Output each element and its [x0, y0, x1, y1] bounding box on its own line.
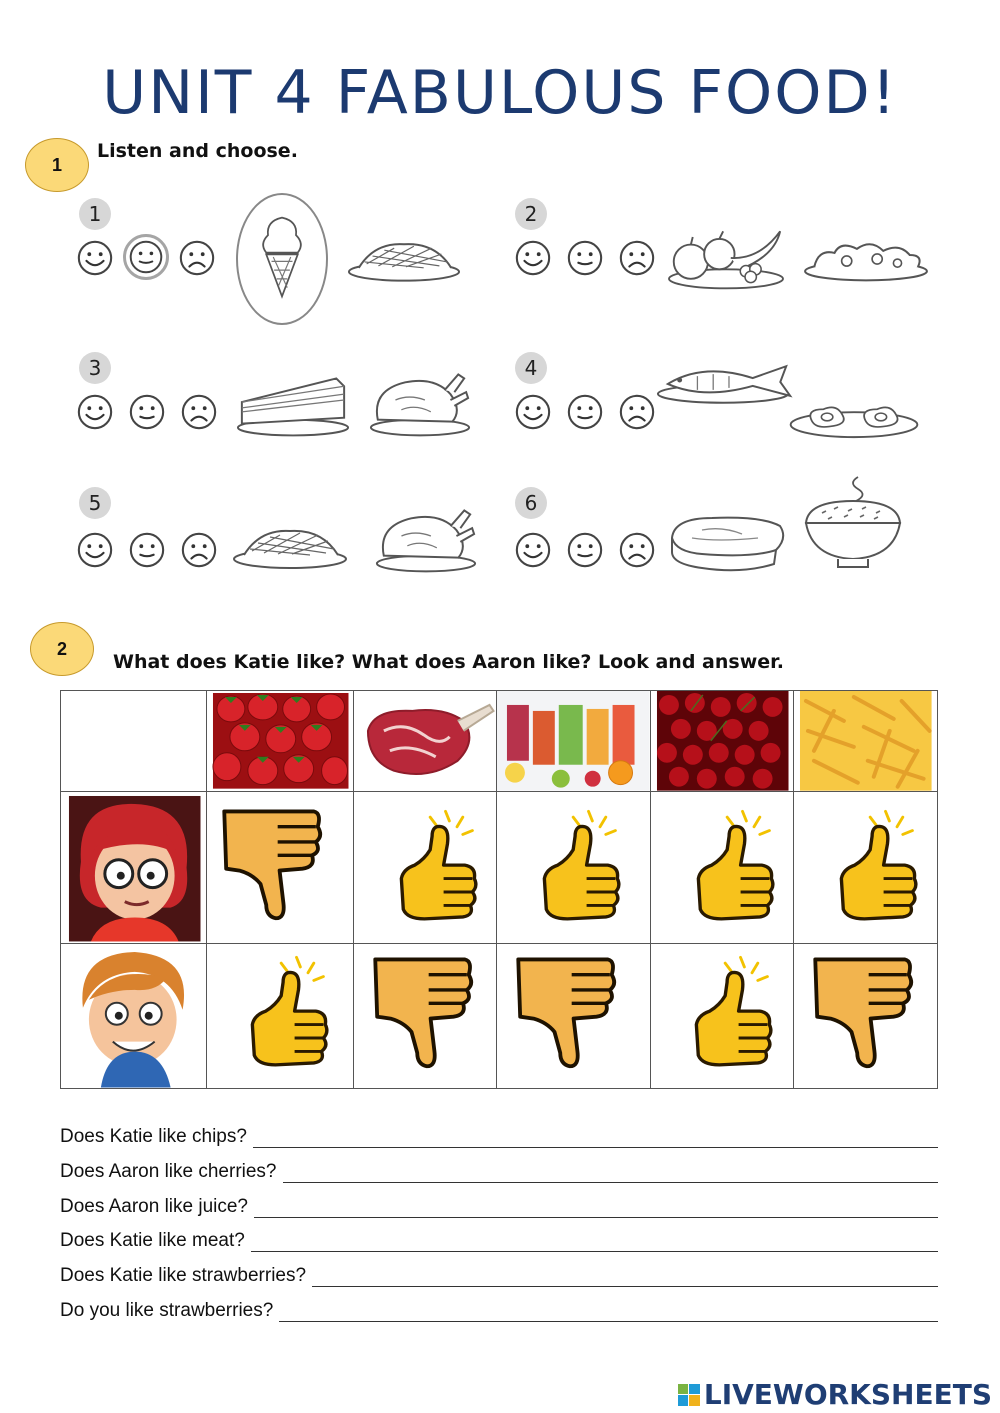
- aaron-strawberries-thumb: [207, 944, 353, 1088]
- rice-icon[interactable]: [798, 472, 908, 574]
- section-2-badge: 2: [30, 622, 94, 676]
- sad-face-icon[interactable]: [618, 393, 656, 431]
- question-text: Do you like strawberries?: [60, 1300, 274, 1321]
- question-text: Does Aaron like cherries?: [60, 1161, 277, 1182]
- fish-icon[interactable]: [654, 356, 802, 406]
- happy-face-icon[interactable]: [514, 239, 552, 277]
- question-text: Does Katie like meat?: [60, 1230, 245, 1251]
- aaron-meat-thumb: [353, 944, 497, 1088]
- thumbs-up-icon: [529, 804, 625, 932]
- item-number: 4: [515, 352, 547, 384]
- aaron-chips-thumb: [794, 944, 938, 1088]
- section-1-instruction: Listen and choose.: [97, 140, 298, 162]
- selected-food-ring[interactable]: [236, 193, 328, 325]
- question-row: [60, 1265, 938, 1287]
- logo-text: LIVEWORKSHEETS: [703, 1378, 992, 1411]
- cherries-photo: [650, 691, 794, 792]
- sad-face-icon[interactable]: [180, 393, 218, 431]
- answer-line[interactable]: [254, 1203, 938, 1218]
- aaron-cherries-thumb: [650, 944, 794, 1088]
- answer-line[interactable]: [253, 1133, 938, 1148]
- sad-face-icon[interactable]: [618, 239, 656, 277]
- chips-photo: [794, 691, 938, 792]
- answer-line[interactable]: [312, 1272, 938, 1287]
- katie-juice-thumb: [497, 791, 650, 943]
- neutral-face-icon[interactable]: [128, 239, 164, 275]
- face-options: [514, 239, 656, 277]
- selected-face[interactable]: [123, 234, 169, 280]
- item-number: 5: [79, 487, 111, 519]
- face-options: [76, 531, 218, 569]
- item-number: 1: [79, 198, 111, 230]
- thumbs-down-icon: [808, 948, 916, 1072]
- question-text: Does Katie like strawberries?: [60, 1265, 307, 1286]
- answer-line[interactable]: [283, 1168, 939, 1183]
- likes-table: [60, 690, 938, 1089]
- question-text: Does Katie like chips?: [60, 1126, 247, 1147]
- sad-face-icon[interactable]: [180, 531, 218, 569]
- thumbs-up-icon: [237, 946, 333, 1082]
- chicken-icon[interactable]: [366, 360, 474, 440]
- thumbs-down-icon: [217, 800, 325, 924]
- item-number: 3: [79, 352, 111, 384]
- answer-line[interactable]: [251, 1237, 938, 1252]
- katie-chips-thumb: [794, 791, 938, 943]
- cake-icon[interactable]: [234, 368, 352, 438]
- happy-face-icon[interactable]: [76, 393, 114, 431]
- face-options: [514, 393, 656, 431]
- neutral-face-icon[interactable]: [566, 239, 604, 277]
- happy-face-icon[interactable]: [76, 531, 114, 569]
- question-text: Does Aaron like juice?: [60, 1196, 248, 1217]
- neutral-face-icon[interactable]: [566, 531, 604, 569]
- page-title: UNIT 4 FABULOUS FOOD!: [102, 58, 898, 128]
- face-options: [76, 239, 216, 277]
- liveworksheets-logo: [678, 1378, 992, 1411]
- question-row: [60, 1196, 938, 1218]
- table-row: [61, 944, 938, 1088]
- thumbs-down-icon: [511, 948, 619, 1072]
- aaron-avatar: [61, 944, 207, 1088]
- spaghetti-icon[interactable]: [230, 518, 350, 574]
- section-1-badge: 1: [25, 138, 89, 192]
- table-row: [61, 791, 938, 943]
- salad-icon[interactable]: [800, 232, 932, 284]
- thumbs-up-icon: [683, 804, 779, 932]
- katie-cherries-thumb: [650, 791, 794, 943]
- item-number: 6: [515, 487, 547, 519]
- meat-photo: [353, 691, 497, 792]
- thumbs-up-icon: [681, 946, 777, 1082]
- spaghetti-icon[interactable]: [345, 232, 463, 286]
- liveworksheets-logo-icon: [678, 1384, 700, 1406]
- thumbs-up-icon: [826, 804, 922, 932]
- eggs-icon[interactable]: [786, 392, 922, 440]
- face-options: [76, 393, 218, 431]
- neutral-face-icon[interactable]: [128, 393, 166, 431]
- question-row: [60, 1126, 938, 1148]
- happy-face-icon[interactable]: [514, 531, 552, 569]
- neutral-face-icon[interactable]: [128, 531, 166, 569]
- fruit-icon[interactable]: [664, 218, 788, 294]
- neutral-face-icon[interactable]: [566, 393, 604, 431]
- question-row: [60, 1230, 938, 1252]
- section-2-instruction: What does Katie like? What does Aaron like? Look and answer.: [113, 651, 785, 673]
- table-row: [61, 691, 938, 792]
- thumbs-up-icon: [386, 804, 482, 932]
- katie-strawberries-thumb: [207, 791, 353, 943]
- happy-face-icon[interactable]: [76, 239, 114, 277]
- question-row: [60, 1161, 938, 1183]
- sad-face-icon[interactable]: [178, 239, 216, 277]
- answer-line[interactable]: [279, 1307, 938, 1322]
- ice-cream-icon: [247, 205, 317, 309]
- item-number: 2: [515, 198, 547, 230]
- katie-meat-thumb: [353, 791, 497, 943]
- katie-avatar: [61, 791, 207, 943]
- happy-face-icon[interactable]: [514, 393, 552, 431]
- empty-cell: [61, 691, 207, 792]
- meat-icon[interactable]: [662, 508, 792, 578]
- sad-face-icon[interactable]: [618, 531, 656, 569]
- aaron-juice-thumb: [497, 944, 650, 1088]
- strawberries-photo: [207, 691, 353, 792]
- thumbs-down-icon: [368, 948, 476, 1072]
- chicken-icon[interactable]: [372, 496, 480, 576]
- face-options: [514, 531, 656, 569]
- question-row: [60, 1300, 938, 1322]
- juice-photo: [497, 691, 650, 792]
